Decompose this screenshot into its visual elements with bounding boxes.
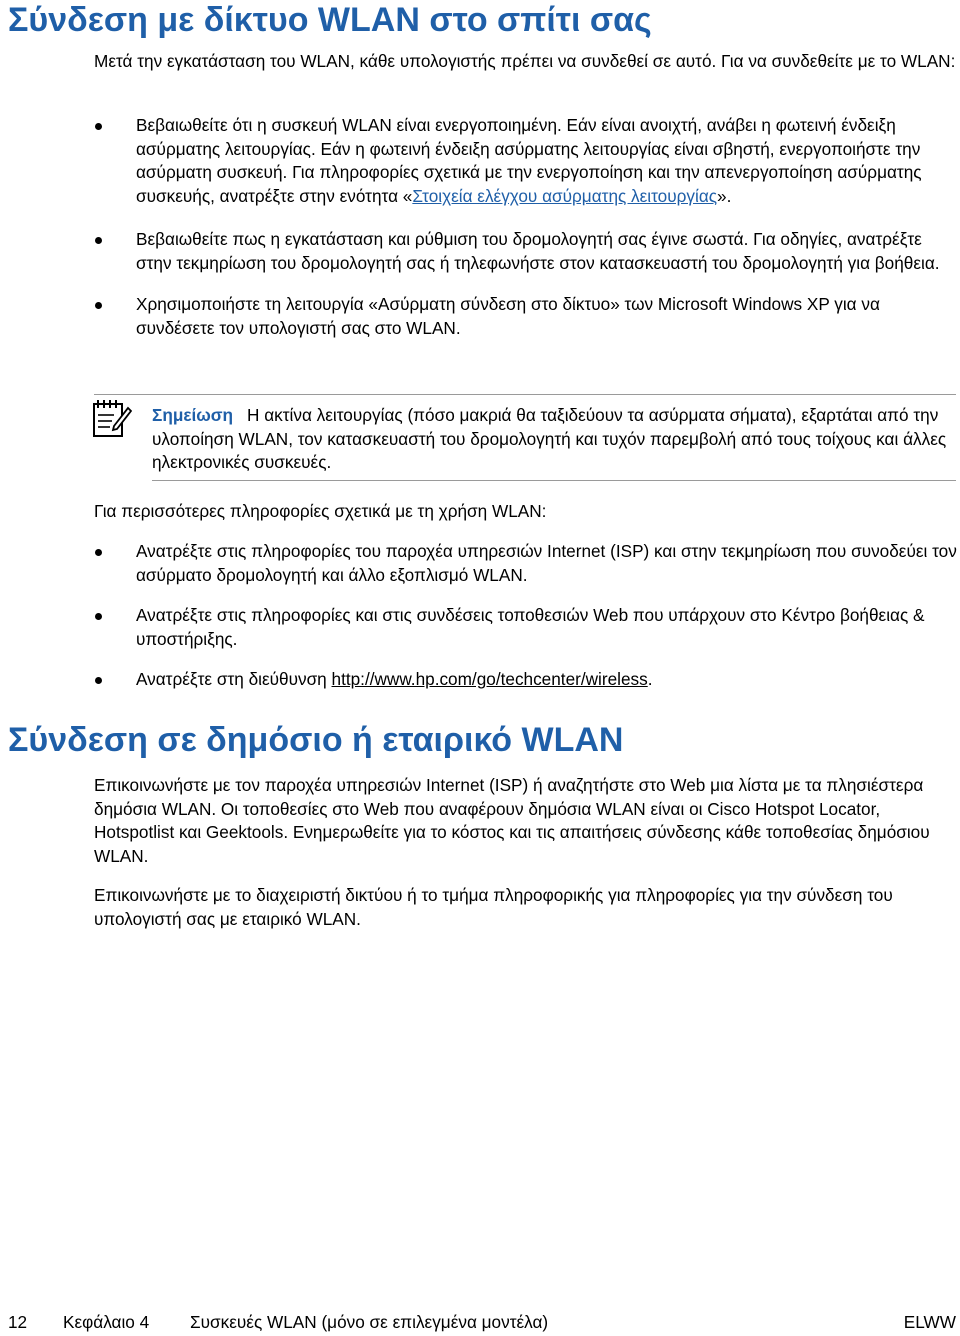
bullet-text: Βεβαιωθείτε πως η εγκατάσταση και ρύθμιση του δρομολογητή σας έγινε σωστά. Για οδηγίες, ανατρέξτε στην τεκμηρίωση του δρομολογητή σας ή τηλεφωνήστε στον κατασκευαστή του δρομολογητή για βοήθεια. [136,229,940,273]
wireless-controls-link[interactable]: Στοιχεία ελέγχου ασύρματης λειτουργίας [412,185,718,206]
bullet-icon [95,123,102,130]
note-top-rule [94,394,956,395]
note-block [152,404,960,475]
intro-paragraph: Μετά την εγκατάσταση του WLAN, κάθε υπολογιστής πρέπει να συνδεθεί σε αυτό. Για να συνδεθείτε με το WLAN: [94,51,956,71]
public-wlan-paragraph: Επικοινωνήστε με τον παροχέα υπηρεσιών Internet (ISP) ή αναζητήστε στο Web μια λίστα με τα πλησιέστερα δημόσια WLAN. Οι τοποθεσίες στο Web που αναφέρουν δημόσια WLAN είναι οι Cisco Hotspot Locator, Hotspotlist και Geektools. Ενημερωθείτε για το κόστος και τις απαιτήσεις σύνδεσης κάθε τοποθεσίας δημόσιου WLAN. [94,775,930,866]
note-label: Σημείωση [152,405,234,425]
bullet-text: Χρησιμοποιήστε τη λειτουργία «Ασύρματη σύνδεση στο δίκτυο» των Microsoft Windows XP για να συνδέσετε τον υπολογιστή σας στο WLAN. [136,294,880,338]
bullet-icon [95,237,102,244]
list-item [94,114,960,208]
bullet-text: Ανατρέξτε στη διεύθυνση [136,669,332,689]
bullet-text-end: ». [717,185,732,206]
footer-page-number: 12 [8,1312,28,1332]
footer-chapter: Κεφάλαιο 4 [63,1312,150,1332]
more-info-paragraph: Για περισσότερες πληροφορίες σχετικά με τη χρήση WLAN: [94,501,547,521]
bullet-icon [95,677,102,684]
bullet-text: Βεβαιωθείτε ότι η συσκευή WLAN είναι ενεργοποιημένη. Εάν είναι ανοιχτή, ανάβει η φωτεινή ένδειξη ασύρματης λειτουργίας. Εάν η φωτεινή ένδειξη ασύρματης λειτουργίας είναι σβηστή, ενεργοποιήστε την ασύρματη συσκευή. Για πληροφορίες σχετικά με την ενεργοποίηση και την απενεργοποίηση ασύρματης συσκευής, ανατρέξτε στην ενότητα « [136,115,922,206]
list-item [94,228,960,275]
list-item [94,668,960,692]
bullet-text: Ανατρέξτε στις πληροφορίες του παροχέα υπηρεσιών Internet (ISP) και στην τεκμηρίωση που συνοδεύει τον ασύρματο δρομολογητή και άλλο εξοπλισμό WLAN. [136,541,957,585]
bullet-icon [95,302,102,309]
list-item [94,604,960,651]
note-pad-icon [92,398,132,438]
section-heading-home-wlan: Σύνδεση με δίκτυο WLAN στο σπίτι σας [8,1,652,39]
list-item [94,540,960,587]
footer-spacer [0,1298,960,1299]
bullet-text: Ανατρέξτε στις πληροφορίες και στις συνδέσεις τοποθεσιών Web που υπάρχουν στο Κέντρο βοήθειας & υποστήριξης. [136,605,925,649]
note-text: Η ακτίνα λειτουργίας (πόσο μακριά θα ταξιδεύουν τα ασύρματα σήματα), εξαρτάται από την υλοποίηση WLAN, τον κατασκευαστή του δρομολογητή και τυχόν παρεμβολή από τους τοίχους και άλλες ηλεκτρονικές συσκευές. [152,405,947,472]
section-heading-public-wlan: Σύνδεση σε δημόσιο ή εταιρικό WLAN [8,721,624,759]
footer-chapter-title: Συσκευές WLAN (μόνο σε επιλεγμένα μοντέλα) [190,1312,549,1332]
list-item [94,293,960,340]
bullet-text-end: . [647,669,653,689]
more-info-list [94,540,960,692]
corporate-wlan-paragraph: Επικοινωνήστε με το διαχειριστή δικτύου ή το τμήμα πληροφορικής για πληροφορίες για την σύνδεση του υπολογιστή σας με εταιρικό WLAN. [94,885,893,929]
bullet-icon [95,613,102,620]
footer-code: ELWW [903,1312,956,1332]
bullet-icon [95,549,102,556]
setup-steps-list [94,114,960,340]
hp-wireless-url-link[interactable]: http://www.hp.com/go/techcenter/wireless [331,669,648,689]
note-bottom-rule [152,480,956,481]
